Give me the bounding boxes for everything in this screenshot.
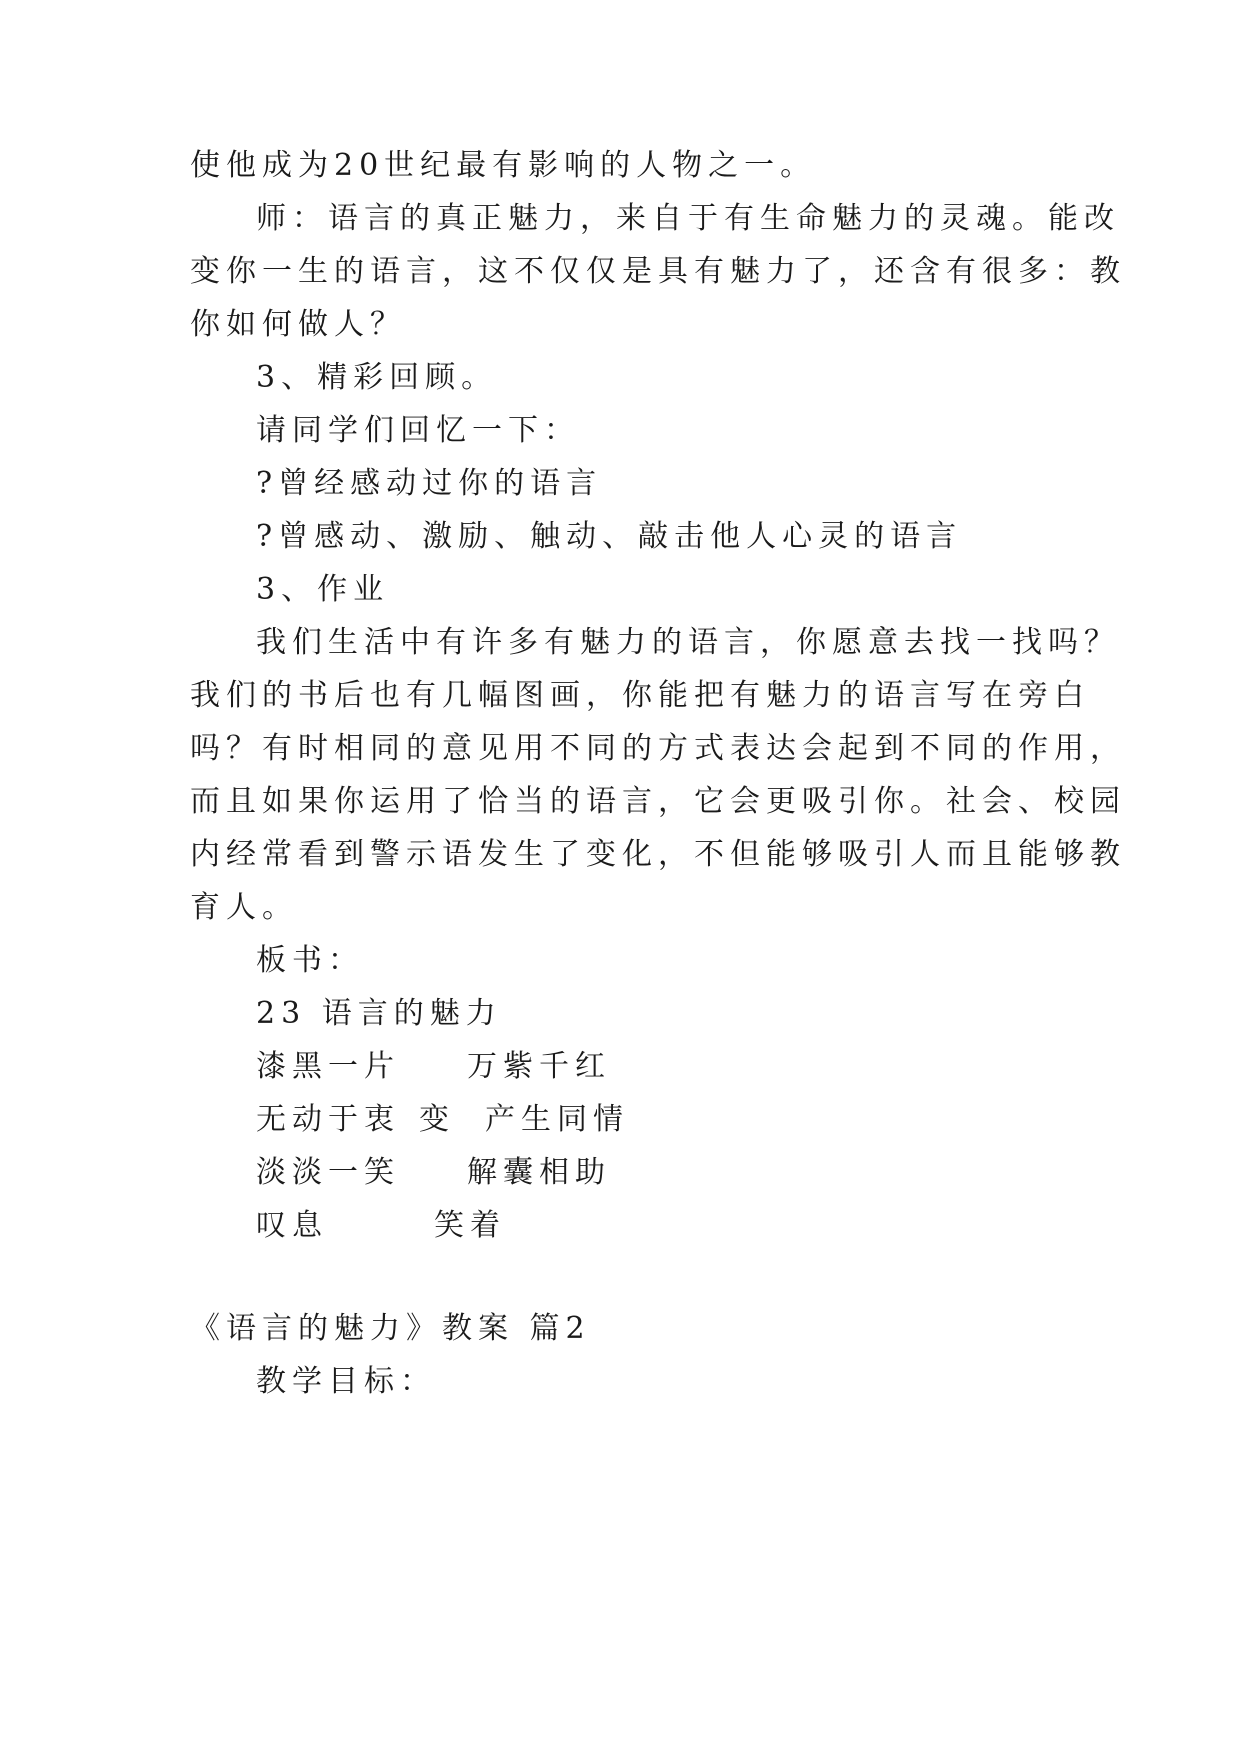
paragraph-line: 教学目标： <box>256 1364 436 1399</box>
board-right: 产生同情 <box>485 1102 629 1137</box>
paragraph-line: 你如何做人？ <box>190 307 406 342</box>
board-mid: 变 <box>419 1102 455 1137</box>
section-heading: 3、作业 <box>256 572 390 607</box>
paragraph-line: 而且如果你运用了恰当的语言，它会更吸引你。社会、校园 <box>190 784 1126 819</box>
section-title: 《语言的魅力》教案 篇2 <box>190 1311 591 1346</box>
board-right: 解囊相助 <box>467 1155 611 1190</box>
bullet-line: ?曾经感动过你的语言 <box>256 466 603 501</box>
paragraph-line: 请同学们回忆一下： <box>256 413 580 448</box>
paragraph-line: 内经常看到警示语发生了变化，不但能够吸引人而且能够教 <box>190 837 1126 872</box>
board-right: 万紫千红 <box>467 1049 611 1084</box>
board-right: 笑着 <box>434 1208 506 1243</box>
board-title: 23 语言的魅力 <box>256 996 502 1031</box>
board-left: 叹息 <box>256 1208 328 1243</box>
paragraph-line: 吗？有时相同的意见用不同的方式表达会起到不同的作用， <box>190 731 1126 766</box>
paragraph-line: 我们的书后也有几幅图画，你能把有魅力的语言写在旁白 <box>190 678 1090 713</box>
section-heading: 3、精彩回顾。 <box>256 360 498 395</box>
bullet-line: ?曾感动、激励、触动、敲击他人心灵的语言 <box>256 519 963 554</box>
board-label: 板书： <box>256 943 364 978</box>
paragraph-line: 我们生活中有许多有魅力的语言，你愿意去找一找吗？ <box>256 625 1120 660</box>
paragraph-line: 变你一生的语言，这不仅仅是具有魅力了，还含有很多：教 <box>190 254 1126 289</box>
paragraph-line: 师：语言的真正魅力，来自于有生命魅力的灵魂。能改 <box>256 201 1120 236</box>
board-left: 淡淡一笑 <box>256 1155 400 1190</box>
board-left: 无动于衷 <box>256 1102 400 1137</box>
paragraph-line: 使他成为20世纪最有影响的人物之一。 <box>190 148 817 183</box>
paragraph-line: 育人。 <box>190 890 298 925</box>
board-left: 漆黑一片 <box>256 1049 400 1084</box>
